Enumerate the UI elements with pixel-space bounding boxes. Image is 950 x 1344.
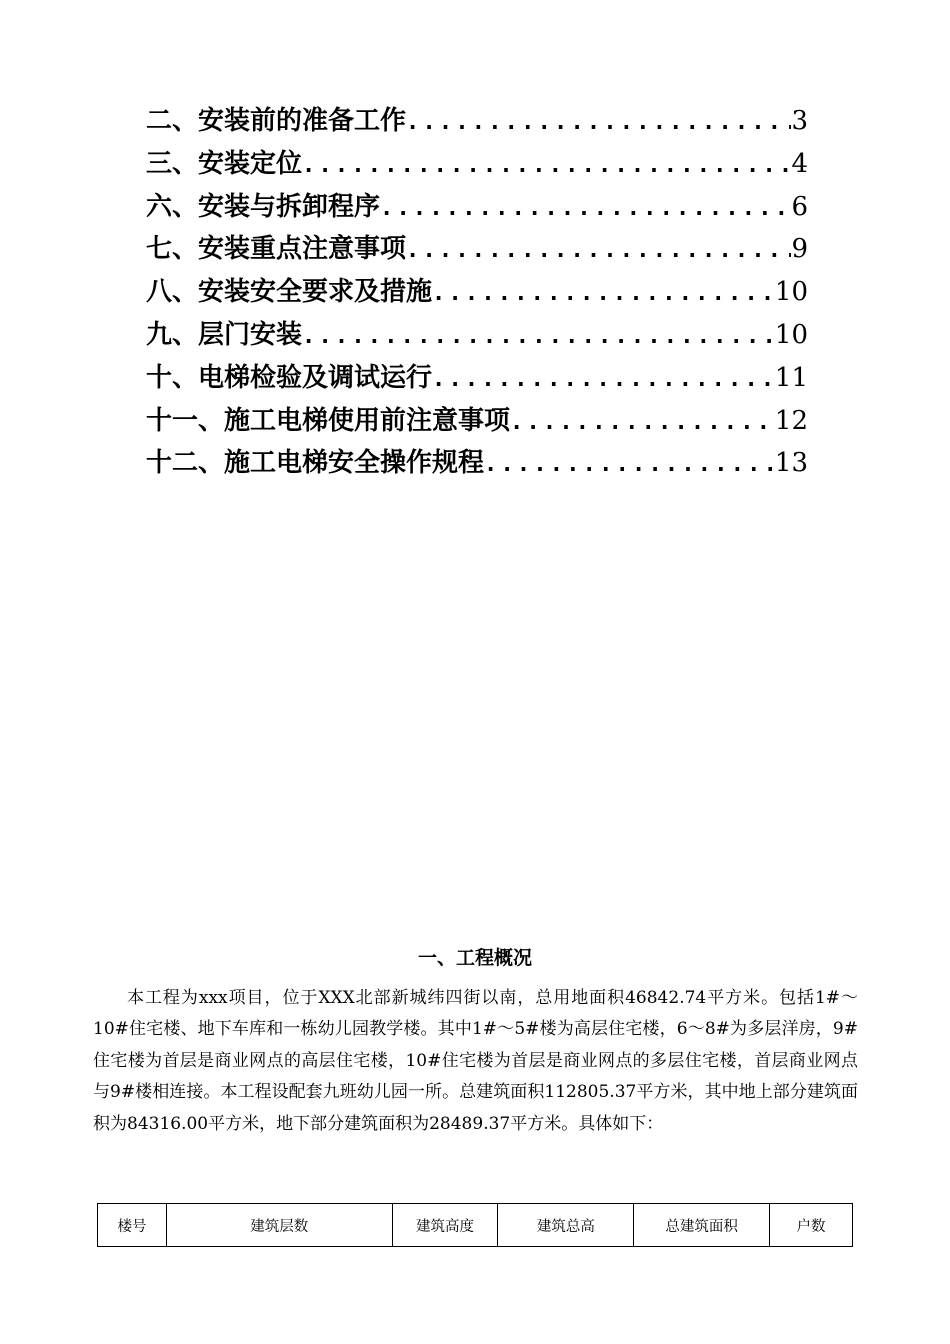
toc-entry[interactable] [146,314,808,357]
toc-entry[interactable] [146,228,808,271]
table-header-row [98,1204,853,1247]
toc-entry-page: 12 [774,405,808,436]
section-heading: 一、工程概况 [417,947,532,969]
toc-leader-dots [510,402,775,445]
table-header-cell: 建筑总高 [498,1204,634,1247]
toc-leader-dots [484,444,775,487]
table-header-cell: 建筑高度 [392,1204,498,1247]
toc-leader-dots [432,359,775,402]
table-header-cell: 总建筑面积 [634,1204,770,1247]
table-header-cell: 建筑层数 [166,1204,392,1247]
table-header-cell: 户数 [770,1204,853,1247]
toc-entry-page: 11 [774,362,808,393]
toc-entry-page: 3 [791,106,808,136]
toc-entry-title: 九、层门安装 [146,319,303,350]
project-overview-paragraph: 本工程为xxx项目，位于XXX北部新城纬四街以南，总用地面积46842.74平方米。包括1#～10#住宅楼、地下车库和一栋幼儿园教学楼。其中1#～5#楼为高层住宅楼，6～8#为多层洋房，9#住宅楼为首层是商业网点的高层住宅楼，10#住宅楼为首层是商业网点的多层住宅楼，首层商业网点与9#楼相连接。本工程设配套九班幼儿园一所。总建筑面积112805.37平方米，其中地上部分建筑面积为84316.00平方米，地下部分建筑面积为28489.37平方米。具体如下： [93,988,858,1134]
toc-entry-title: 十、电梯检验及调试运行 [146,362,433,393]
toc-entry-title: 二、安装前的准备工作 [146,106,407,136]
toc-entry-title: 十二、施工电梯安全操作规程 [146,448,485,479]
toc-entry-title: 十一、施工电梯使用前注意事项 [146,405,511,436]
toc-leader-dots [432,273,775,316]
toc-entry-title: 六、安装与拆卸程序 [146,191,381,222]
toc-entry-page: 10 [774,277,808,308]
toc-entry-page: 9 [791,234,808,265]
toc-entry-title: 八、安装安全要求及措施 [146,277,433,308]
building-summary-table [97,1203,853,1247]
toc-entry-title: 三、安装定位 [146,148,303,179]
toc-entry[interactable] [146,271,808,314]
toc-entry[interactable] [146,442,808,485]
toc-entry[interactable] [146,400,808,443]
toc-leader-dots [302,145,791,188]
toc-entry[interactable] [146,100,808,143]
toc-leader-dots [302,316,775,359]
toc-entry-page: 13 [774,448,808,479]
toc-leader-dots [406,230,791,273]
toc-entry-title: 七、安装重点注意事项 [146,234,407,265]
toc-leader-dots [406,102,791,145]
table-header-cell: 楼号 [98,1204,167,1247]
toc-entry-page: 6 [791,191,808,222]
toc-entry-page: 10 [774,319,808,350]
toc-entry[interactable] [146,143,808,186]
toc-entry[interactable] [146,357,808,400]
table-of-contents [146,100,808,485]
toc-entry[interactable] [146,186,808,229]
toc-leader-dots [380,188,791,231]
toc-entry-page: 4 [791,148,808,179]
